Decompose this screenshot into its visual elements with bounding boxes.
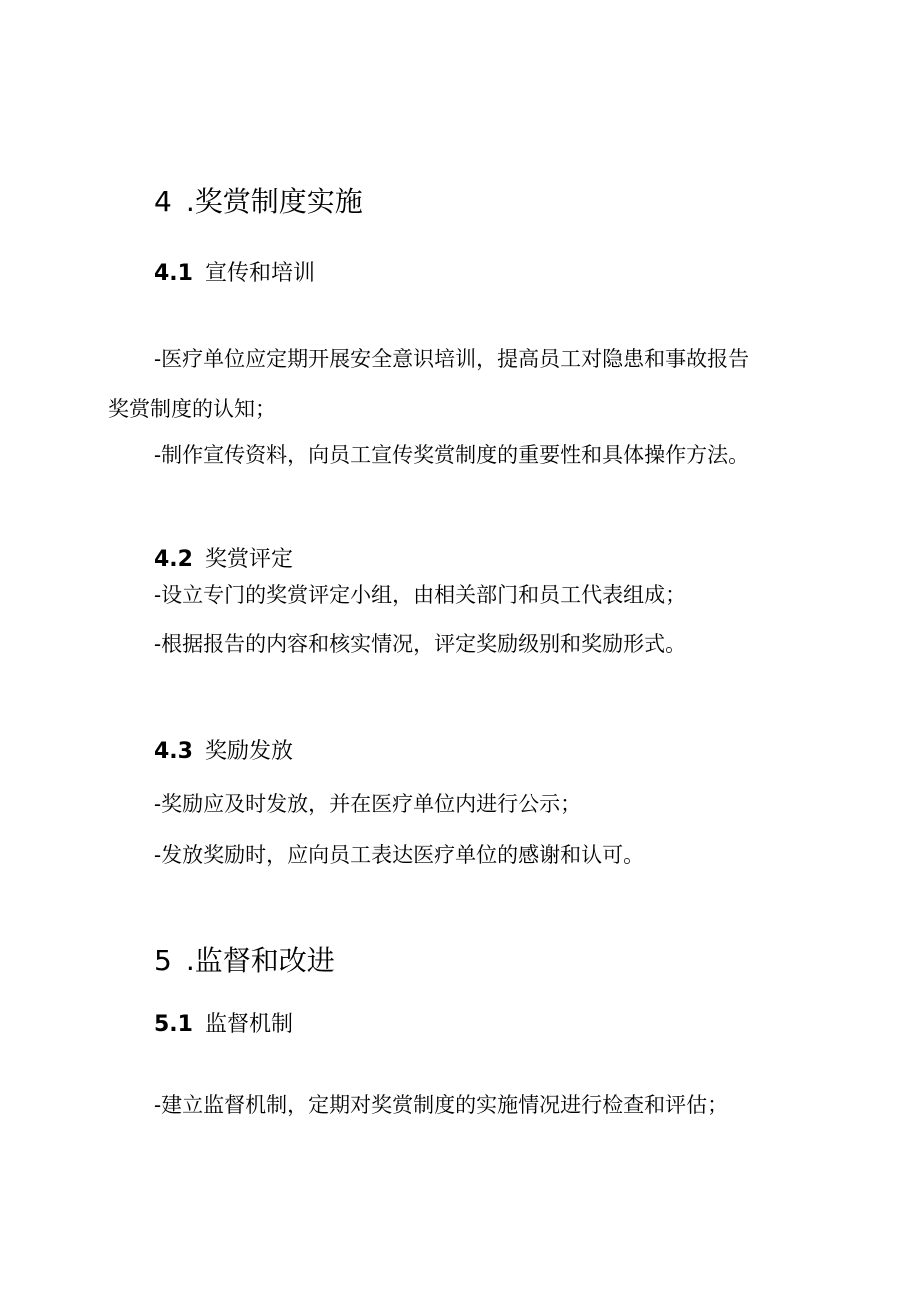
section-title: .监督和改进 bbox=[185, 944, 335, 977]
paragraph-line: -设立专门的奖赏评定小组，由相关部门和员工代表组成； bbox=[154, 583, 687, 607]
subsection-number: 4.3 bbox=[154, 739, 193, 764]
subsection-number: 4.2 bbox=[154, 547, 193, 572]
section-number: 4 bbox=[154, 185, 172, 218]
paragraph-line: -制作宣传资料，向员工宣传奖赏制度的重要性和具体操作方法。 bbox=[154, 443, 750, 467]
subsection-number: 4.1 bbox=[154, 261, 193, 286]
paragraph-line: 奖赏制度的认知； bbox=[108, 397, 276, 421]
subsection-number: 5.1 bbox=[154, 1012, 193, 1037]
subsection-title: 宣传和培训 bbox=[204, 261, 315, 286]
subsection-title: 奖赏评定 bbox=[204, 547, 293, 572]
paragraph-line: -医疗单位应定期开展安全意识培训，提高员工对隐患和事故报告 bbox=[154, 347, 750, 371]
subsection-5-1-heading bbox=[154, 1010, 293, 1040]
section-number: 5 bbox=[154, 944, 172, 977]
section-title: .奖赏制度实施 bbox=[185, 185, 363, 218]
section-4-heading bbox=[154, 184, 363, 220]
subsection-4-3-heading bbox=[154, 737, 293, 767]
subsection-title: 监督机制 bbox=[204, 1012, 293, 1037]
paragraph-line: -奖励应及时发放，并在医疗单位内进行公示； bbox=[154, 792, 582, 816]
subsection-4-2-heading bbox=[154, 545, 293, 575]
subsection-4-1-heading bbox=[154, 259, 315, 289]
section-5-heading bbox=[154, 943, 335, 979]
paragraph-line: -发放奖励时，应向员工表达医疗单位的感谢和认可。 bbox=[154, 843, 645, 867]
paragraph-line: -建立监督机制，定期对奖赏制度的实施情况进行检查和评估； bbox=[154, 1093, 729, 1117]
subsection-title: 奖励发放 bbox=[204, 739, 293, 764]
paragraph-line: -根据报告的内容和核实情况，评定奖励级别和奖励形式。 bbox=[154, 632, 687, 656]
